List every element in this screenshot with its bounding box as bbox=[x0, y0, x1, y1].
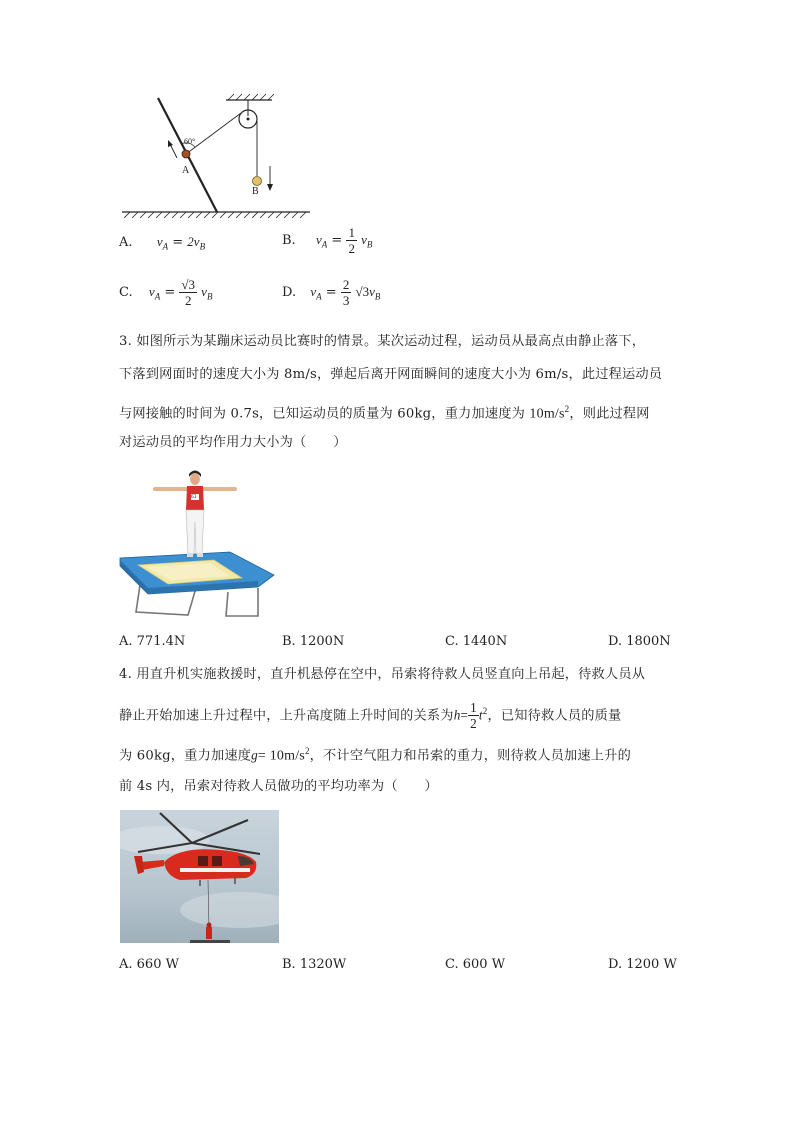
q4-option-d[interactable]: D. 1200 W bbox=[608, 957, 677, 972]
subscript: A bbox=[162, 241, 169, 252]
subscript: B bbox=[199, 241, 206, 252]
subscript: A bbox=[321, 239, 328, 250]
g-symbol: g bbox=[251, 747, 258, 763]
option-letter: A. bbox=[119, 235, 133, 250]
h-symbol: h bbox=[453, 707, 461, 723]
fraction: $\frac{2}{3}$ bbox=[342, 277, 350, 308]
radical: √3 bbox=[355, 284, 370, 299]
rhs: v bbox=[369, 284, 375, 299]
rhs: v bbox=[201, 284, 207, 299]
v-symbol: v bbox=[315, 232, 322, 247]
q4-line-3 bbox=[119, 742, 631, 765]
exponent: 2 bbox=[482, 706, 488, 716]
q4-line-1: 4. 用直升机实施救援时，直升机悬停在空中，吊索将待救人员竖直向上吊起，待救人员从 bbox=[119, 667, 646, 682]
equals: = bbox=[460, 707, 469, 723]
g-value: 10m/s bbox=[529, 406, 565, 422]
v-symbol: v bbox=[310, 284, 317, 299]
subscript: B bbox=[206, 291, 213, 302]
subscript: A bbox=[316, 291, 322, 302]
subscript: B bbox=[366, 239, 373, 250]
equals: = bbox=[331, 233, 343, 248]
trampoline-athlete-image bbox=[118, 470, 276, 620]
q3-line-1: 3. 如图所示为某蹦床运动员比赛时的情景。某次运动过程，运动员从最高点由静止落下， bbox=[119, 334, 646, 349]
q4-option-a[interactable]: A. 660 W bbox=[119, 957, 179, 972]
q3-option-a[interactable]: A. 771.4N bbox=[119, 634, 186, 649]
q3-line-2: 下落到网面时的速度大小为 8m/s，弹起后离开网面瞬间的速度大小为 6m/s，此过程运动员 bbox=[119, 367, 663, 382]
q2-option-c[interactable] bbox=[119, 277, 212, 308]
point-a-label: A bbox=[182, 165, 190, 176]
rhs: v bbox=[361, 232, 367, 247]
option-letter: C. bbox=[119, 285, 133, 300]
q4-option-b[interactable]: B. 1320W bbox=[282, 957, 347, 972]
q2-option-b[interactable] bbox=[282, 225, 372, 256]
subscript: A bbox=[154, 291, 161, 302]
q3-option-b[interactable]: B. 1200N bbox=[282, 634, 345, 649]
pulley-incline-figure bbox=[118, 92, 318, 218]
text: ，不计空气阻力和吊索的重力，则待救人员加速上升的 bbox=[309, 748, 631, 764]
q4-option-c[interactable]: C. 600 W bbox=[445, 957, 506, 972]
q4-line-4: 前 4s 内，吊索对待救人员做功的平均功率为（ ） bbox=[119, 779, 438, 794]
q4-line-2 bbox=[119, 696, 621, 731]
text: 与网接触的时间为 0.7s，已知运动员的质量为 60kg，重力加速度为 bbox=[119, 406, 530, 422]
fraction: $\frac{1}{2}$ bbox=[470, 700, 477, 732]
athlete-bib-number: 61 bbox=[191, 494, 197, 500]
fraction: $\frac{1}{2}$ bbox=[348, 225, 355, 256]
text: 静止开始加速上升过程中，上升高度随上升时间的关系为 bbox=[119, 708, 454, 724]
exponent: 2 bbox=[304, 746, 310, 756]
subscript: B bbox=[374, 291, 381, 302]
q2-option-a[interactable] bbox=[119, 232, 205, 257]
g-value: = 10m/s bbox=[257, 748, 305, 764]
text: ，则此过程网 bbox=[569, 406, 650, 422]
option-letter: B. bbox=[282, 233, 296, 248]
rhs: 2v bbox=[187, 234, 200, 249]
angle-label: 60° bbox=[184, 137, 196, 146]
q3-line-3 bbox=[119, 400, 650, 423]
q2-option-d[interactable] bbox=[282, 277, 380, 308]
q3-option-c[interactable]: C. 1440N bbox=[445, 634, 508, 649]
q3-option-d[interactable]: D. 1800N bbox=[608, 634, 671, 649]
fraction: $\frac{√3}{2}$ bbox=[181, 277, 196, 308]
v-symbol: v bbox=[156, 234, 163, 249]
q3-line-4: 对运动员的平均作用力大小为（ ） bbox=[119, 435, 347, 450]
point-b-label: B bbox=[252, 186, 259, 197]
option-letter: D. bbox=[282, 285, 297, 300]
exponent: 2 bbox=[564, 404, 570, 414]
text: 为 60kg，重力加速度 bbox=[119, 748, 252, 764]
equals: = bbox=[172, 235, 184, 250]
v-symbol: v bbox=[148, 284, 155, 299]
equals: = bbox=[325, 285, 337, 300]
equals: = bbox=[164, 285, 176, 300]
text: ，已知待救人员的质量 bbox=[487, 708, 622, 724]
t-symbol: t bbox=[478, 707, 483, 723]
helicopter-rescue-image bbox=[120, 810, 279, 943]
